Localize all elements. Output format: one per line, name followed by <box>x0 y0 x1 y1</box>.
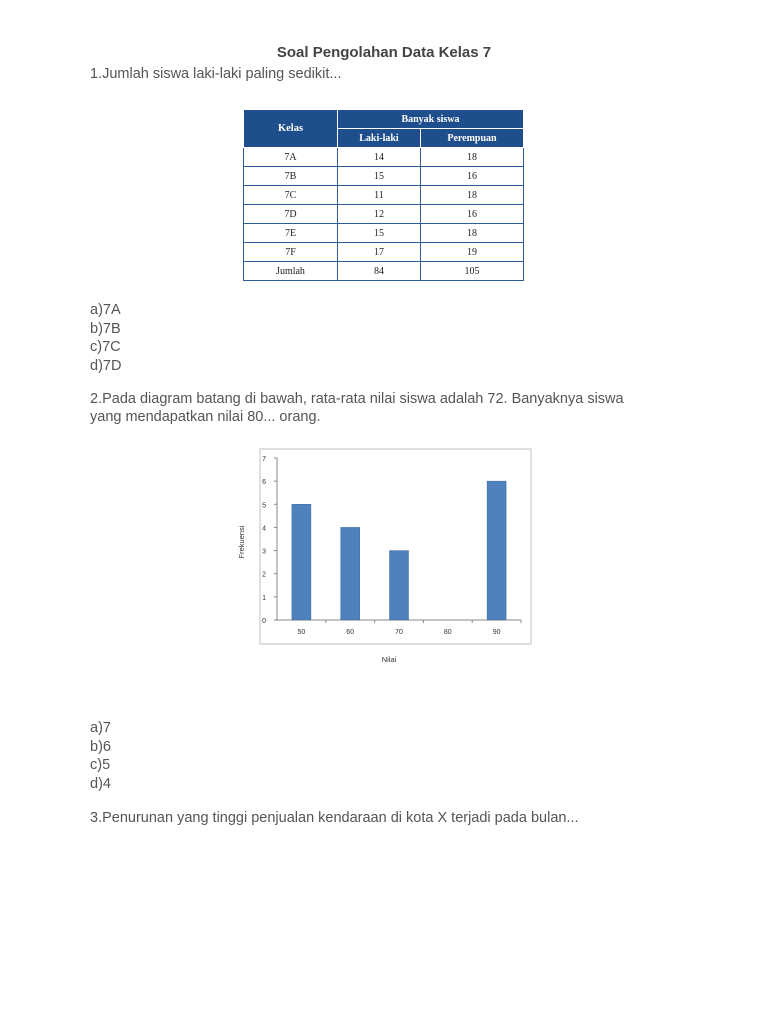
bar-chart <box>235 448 535 673</box>
table-cell-kelas: Jumlah <box>244 262 338 281</box>
table-cell-perempuan: 18 <box>420 224 523 243</box>
table-cell-kelas: 7D <box>244 205 338 224</box>
table-row <box>244 205 524 224</box>
student-table <box>243 109 524 281</box>
page-title: Soal Pengolahan Data Kelas 7 <box>276 44 492 61</box>
x-tick-label: 90 <box>492 629 501 636</box>
table-cell-perempuan: 18 <box>420 148 523 167</box>
question-2-text <box>90 390 624 426</box>
y-tick-label: 2 <box>262 571 266 579</box>
bar <box>390 551 409 620</box>
table-header-kelas: Kelas <box>244 110 338 148</box>
y-axis-label: Frekuensi <box>237 525 246 559</box>
question-1-text: 1.Jumlah siswa laki-laki paling sedikit... <box>90 66 342 82</box>
question-3-text: 3.Penurunan yang tinggi penjualan kendaraan di kota X terjadi pada bulan... <box>90 810 579 826</box>
y-tick-label: 5 <box>262 502 266 510</box>
table-row <box>244 262 524 281</box>
option-item: b)6 <box>90 738 111 755</box>
x-tick-label: 50 <box>297 629 306 636</box>
table-cell-laki: 12 <box>338 205 421 224</box>
option-item: b)7B <box>90 320 121 337</box>
question-1-options <box>90 301 121 375</box>
table-row <box>244 243 524 262</box>
bar-chart-svg <box>235 448 535 673</box>
table-cell-kelas: 7F <box>244 243 338 262</box>
x-axis-label: Nilai <box>381 655 397 664</box>
option-item: d)7D <box>90 357 122 374</box>
y-tick-label: 1 <box>262 594 266 602</box>
table-cell-laki: 15 <box>338 224 421 243</box>
question-2-line: yang mendapatkan nilai 80... orang. <box>90 409 321 425</box>
x-tick-label: 80 <box>443 629 452 636</box>
table-cell-kelas: 7B <box>244 167 338 186</box>
table-cell-laki: 84 <box>338 262 421 281</box>
bar <box>292 504 311 620</box>
table-cell-laki: 17 <box>338 243 421 262</box>
table-cell-perempuan: 105 <box>420 262 523 281</box>
option-item: a)7 <box>90 720 111 736</box>
x-tick-label: 70 <box>395 629 403 636</box>
table-row <box>244 148 524 167</box>
x-tick-label: 60 <box>346 629 355 636</box>
y-tick-label: 7 <box>262 456 266 463</box>
y-tick-label: 3 <box>262 548 266 556</box>
bar <box>487 481 506 620</box>
question-2-options <box>90 719 111 793</box>
table-row <box>244 186 524 205</box>
table-cell-perempuan: 19 <box>420 243 523 262</box>
table-cell-laki: 11 <box>338 186 421 205</box>
table-cell-perempuan: 18 <box>420 186 523 205</box>
table-cell-perempuan: 16 <box>420 205 523 224</box>
table-cell-kelas: 7C <box>244 186 338 205</box>
table-cell-kelas: 7A <box>244 148 338 167</box>
bar <box>341 527 360 620</box>
table-header-perempuan: Perempuan <box>420 129 523 148</box>
table-row <box>244 167 524 186</box>
option-item: c)5 <box>90 757 111 773</box>
table-cell-laki: 14 <box>338 148 421 167</box>
y-tick-label: 6 <box>262 479 266 487</box>
table-row <box>244 224 524 243</box>
table-cell-perempuan: 16 <box>420 167 523 186</box>
table-cell-laki: 15 <box>338 167 421 186</box>
question-2-line: 2.Pada diagram batang di bawah, rata-rata nilai siswa adalah 72. Banyaknya siswa <box>90 391 624 407</box>
option-item: a)7A <box>90 302 121 318</box>
table-header-group: Banyak siswa <box>338 110 524 129</box>
y-tick-label: 4 <box>262 525 266 533</box>
option-item: d)4 <box>90 775 111 792</box>
y-tick-label: 0 <box>262 618 266 625</box>
table-header-laki: Laki-laki <box>338 129 421 148</box>
table-cell-kelas: 7E <box>244 224 338 243</box>
option-item: c)7C <box>90 339 121 355</box>
